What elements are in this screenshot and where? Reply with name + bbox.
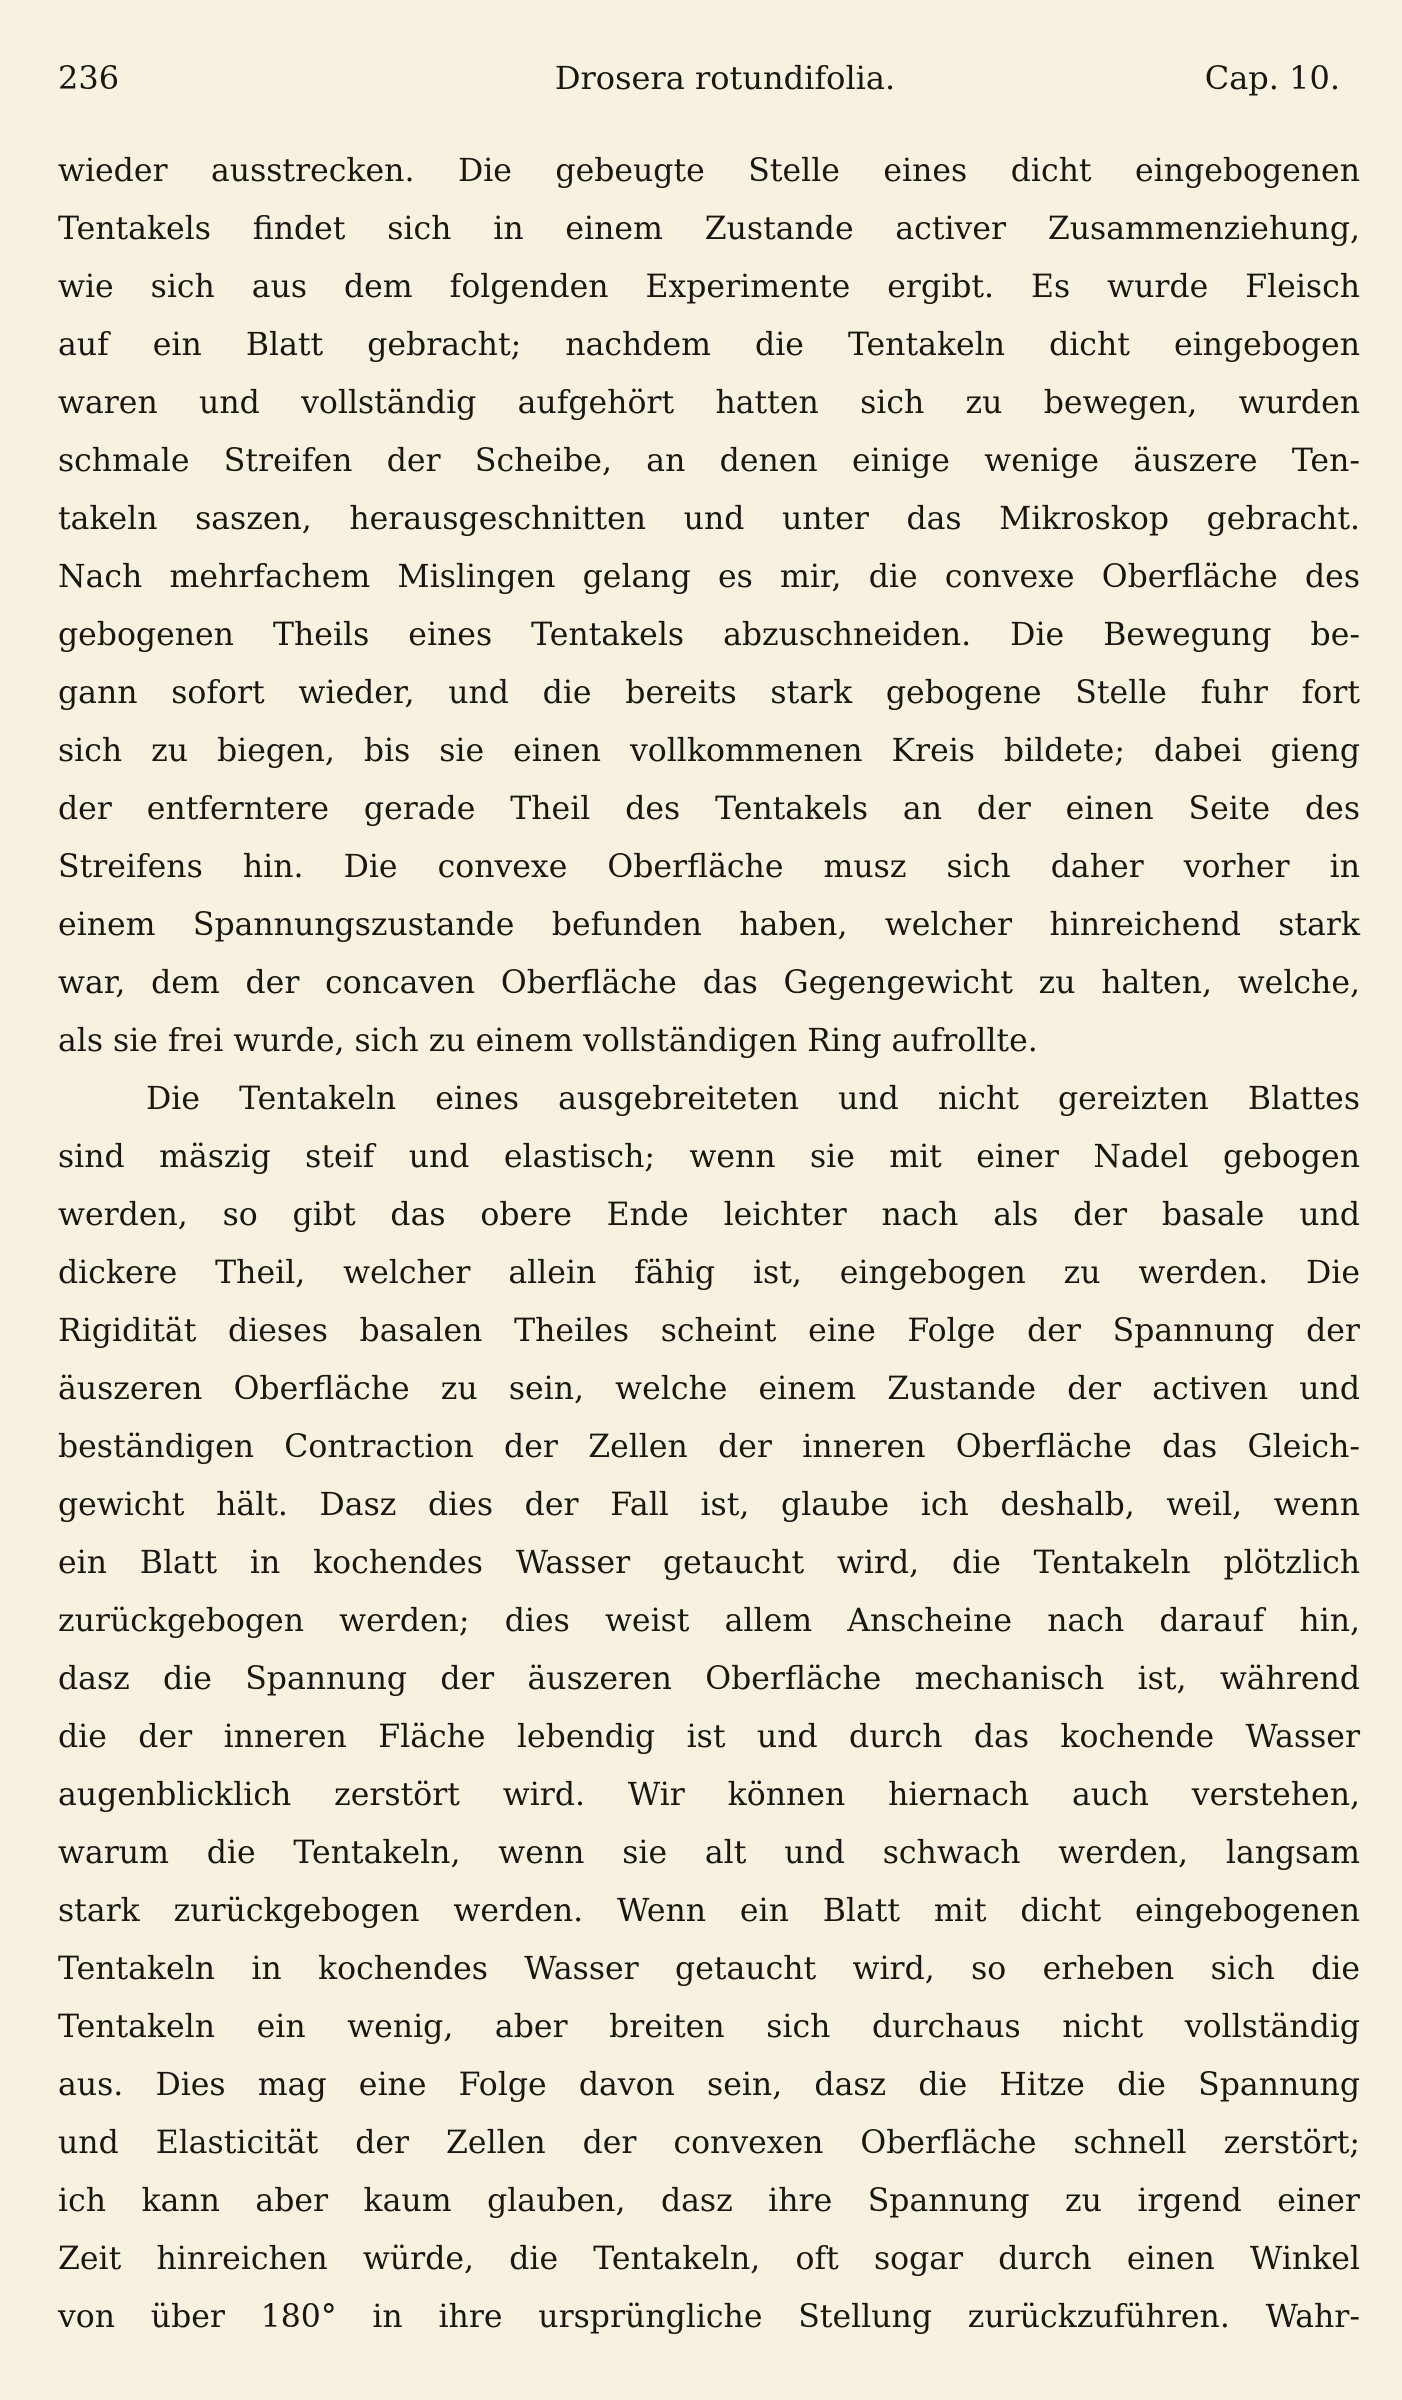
text-line: Nach mehrfachem Mislingen gelang es mir, die convexe Oberfläche des (58, 559, 1360, 595)
text-line: waren und vollständig aufgehört hatten sich zu bewegen, wurden (58, 385, 1360, 421)
text-line: schmale Streifen der Scheibe, an denen einige wenige äuszere Ten- (58, 443, 1360, 479)
text-line: ich kann aber kaum glauben, dasz ihre Spannung zu irgend einer (58, 2183, 1360, 2219)
text-line: war, dem der concaven Oberfläche das Gegengewicht zu halten, welche, (58, 965, 1360, 1001)
text-line: wie sich aus dem folgenden Experimente ergibt. Es wurde Fleisch (58, 269, 1360, 305)
running-head (58, 48, 1362, 108)
text-line: gebogenen Theils eines Tentakels abzuschneiden. Die Bewegung be- (58, 617, 1360, 653)
text-line: äuszeren Oberfläche zu sein, welche einem Zustande der activen und (58, 1371, 1360, 1407)
text-line: dasz die Spannung der äuszeren Oberfläche mechanisch ist, während (58, 1661, 1360, 1697)
text-line: der entferntere gerade Theil des Tentakels an der einen Seite des (58, 791, 1360, 827)
text-line: gewicht hält. Dasz dies der Fall ist, glaube ich deshalb, weil, wenn (58, 1487, 1360, 1523)
text-line: Tentakeln ein wenig, aber breiten sich durchaus nicht vollständig (58, 2009, 1360, 2045)
paragraph (58, 1070, 1362, 2346)
text-line: augenblicklich zerstört wird. Wir können hiernach auch verstehen, (58, 1777, 1360, 1813)
text-line: warum die Tentakeln, wenn sie alt und schwach werden, langsam (58, 1835, 1360, 1871)
running-title: Drosera rotundifolia. (554, 59, 896, 97)
text-line: gann sofort wieder, und die bereits stark gebogene Stelle fuhr fort (58, 675, 1360, 711)
paragraph (58, 142, 1362, 1070)
text-line: wieder ausstrecken. Die gebeugte Stelle eines dicht eingebogenen (58, 153, 1360, 189)
text-line: Rigidität dieses basalen Theiles scheint eine Folge der Spannung der (58, 1313, 1360, 1349)
text-line: und Elasticität der Zellen der convexen Oberfläche schnell zerstört; (58, 2125, 1360, 2161)
chapter-label: Cap. 10. (1204, 59, 1340, 97)
body-text (58, 142, 1362, 2346)
text-line: einem Spannungszustande befunden haben, welcher hinreichend stark (58, 907, 1360, 943)
text-line: beständigen Contraction der Zellen der inneren Oberfläche das Gleich- (58, 1429, 1360, 1465)
text-line: Zeit hinreichen würde, die Tentakeln, oft sogar durch einen Winkel (58, 2241, 1360, 2277)
text-line: von über 180° in ihre ursprüngliche Stellung zurückzuführen. Wahr- (58, 2299, 1360, 2335)
text-line: werden, so gibt das obere Ende leichter nach als der basale und (58, 1197, 1360, 1233)
text-line: Tentakels findet sich in einem Zustande activer Zusammenziehung, (58, 211, 1360, 247)
page-number: 236 (58, 59, 120, 97)
text-line: die der inneren Fläche lebendig ist und durch das kochende Wasser (58, 1719, 1360, 1755)
text-line: als sie frei wurde, sich zu einem vollständigen Ring aufrollte. (58, 1023, 1038, 1059)
text-line: sind mäszig steif und elastisch; wenn sie mit einer Nadel gebogen (58, 1139, 1360, 1175)
text-line: Tentakeln in kochendes Wasser getaucht wird, so erheben sich die (58, 1951, 1360, 1987)
text-line: aus. Dies mag eine Folge davon sein, dasz die Hitze die Spannung (58, 2067, 1360, 2103)
text-line: dickere Theil, welcher allein fähig ist, eingebogen zu werden. Die (58, 1255, 1360, 1291)
text-line: Die Tentakeln eines ausgebreiteten und nicht gereizten Blattes (146, 1081, 1360, 1117)
text-line: takeln saszen, herausgeschnitten und unter das Mikroskop gebracht. (58, 501, 1360, 537)
text-line: stark zurückgebogen werden. Wenn ein Blatt mit dicht eingebogenen (58, 1893, 1360, 1929)
text-line: auf ein Blatt gebracht; nachdem die Tentakeln dicht eingebogen (58, 327, 1360, 363)
text-line: Streifens hin. Die convexe Oberfläche musz sich daher vorher in (58, 849, 1360, 885)
text-line: sich zu biegen, bis sie einen vollkommenen Kreis bildete; dabei gieng (58, 733, 1360, 769)
text-line: ein Blatt in kochendes Wasser getaucht wird, die Tentakeln plötzlich (58, 1545, 1360, 1581)
text-line: zurückgebogen werden; dies weist allem Anscheine nach darauf hin, (58, 1603, 1360, 1639)
